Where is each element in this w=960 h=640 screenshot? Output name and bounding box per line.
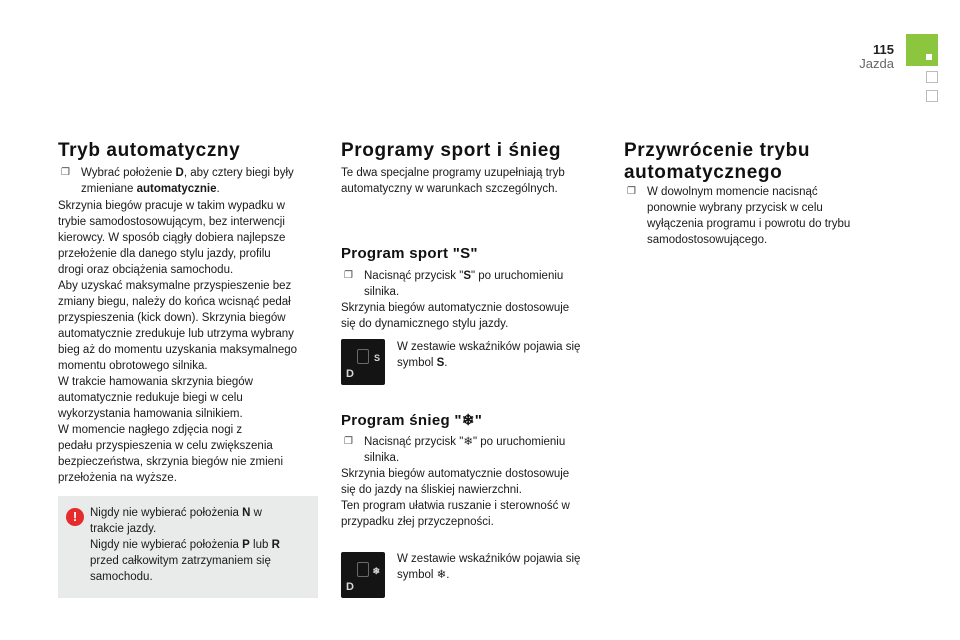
snow-indicator-image: D ❄ (341, 552, 385, 598)
sport-instruction: ❐ Nacisnąć przycisk "S" po uruchomieniu silnika. (344, 270, 564, 298)
chapter-tab (926, 90, 938, 102)
bullet-icon: ❐ (344, 436, 353, 447)
snow-indicator-text: W zestawie wskaźników pojawia się symbol ❄. (397, 553, 581, 581)
page-number: 115 (873, 42, 894, 57)
gear-icon (357, 562, 369, 577)
sport-indicator-text: W zestawie wskaźników pojawia się symbol S. (397, 341, 581, 369)
snowflake-icon: ❄ (463, 436, 473, 448)
warning-box (58, 496, 318, 598)
heading-automatic-mode: Tryb automatyczny (58, 140, 241, 161)
body-text: Skrzynia biegów pracuje w takim wypadku w trybie samodostosowującym, bez interwencji kierowcy. W sposób ciągły dobiera najlepsze przełożenie dla danego stylu jazdy, profilu drogi oraz obciążenia samochodu. Aby uzyskać maksymalne przyspieszenie bez zmiany biegu, należy do końca wcisnąć pedał przyspieszenia (kick down). Skrzynia biegów automatycznie zredukuje lub utrzyma wybrany bieg aż do momentu uzyskania maksymalnego momentu obrotowego silnika. W trakcie hamowania skrzynia biegów automatycznie redukuje biegi w celu wykorzystania hamowania silnikiem. W momencie nagłego zdjęcia nogi z pedału przyspieszenia w celu zwiększenia bezpieczeństwa, skrzynia biegów nie zmieni przełożenia na wyższe. (58, 200, 298, 484)
restore-instruction: ❐ W dowolnym momencie nacisnąć ponownie wybrany przycisk w celu wyłączenia programu i powrotu do trybu samodostosowującego. (627, 186, 851, 246)
tab-marker (926, 54, 932, 60)
heading-snow: Program śnieg "❄" (341, 412, 483, 429)
snowflake-icon: ❄ (372, 566, 380, 576)
programs-intro: Te dwa specjalne programy uzupełniają tryb automatyczny w warunkach szczególnych. (341, 167, 565, 195)
sport-indicator-image: D S (341, 339, 385, 385)
section-name: Jazda (859, 56, 894, 71)
snow-body: Skrzynia biegów automatycznie dostosowuje się do jazdy na śliskiej nawierzchni. Ten program ułatwia ruszanie i sterowność w przypadku złej przyczepności. (341, 468, 570, 528)
snow-instruction: ❐ Nacisnąć przycisk "❄" po uruchomieniu silnika. (344, 436, 566, 464)
bullet-icon: ❐ (627, 186, 636, 197)
chapter-tab-active (906, 34, 938, 66)
gear-icon (357, 349, 369, 364)
sport-body: Skrzynia biegów automatycznie dostosowuje się do dynamicznego stylu jazdy. (341, 302, 570, 330)
heading-programs: Programy sport i śnieg (341, 140, 562, 161)
heading-sport: Program sport "S" (341, 245, 478, 262)
chapter-tab (926, 71, 938, 83)
bullet-icon: ❐ (344, 270, 353, 281)
heading-restore: Przywrócenie trybu automatycznego (624, 140, 811, 183)
bullet-icon: ❐ (61, 167, 70, 178)
snowflake-icon: ❄ (436, 569, 447, 581)
snowflake-icon: ❄ (461, 412, 475, 429)
instruction-bullet: ❐ Wybrać położenie D, aby cztery biegi były zmieniane automatycznie. (61, 167, 294, 195)
warning-text: Nigdy nie wybierać położenia N w trakcie jazdy. Nigdy nie wybierać położenia P lub R przed całkowitym zatrzymaniem się samochodu. (90, 507, 280, 583)
warning-icon: ! (66, 508, 84, 526)
